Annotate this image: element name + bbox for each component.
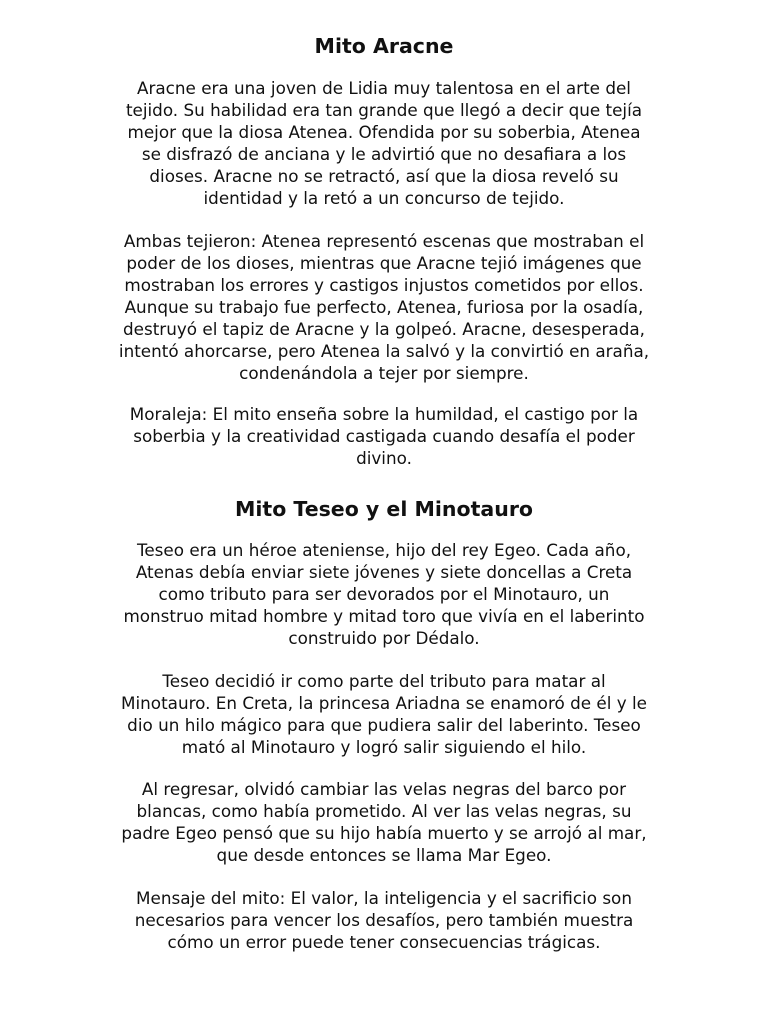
text-line: dioses. Aracne no se retractó, así que la diosa reveló su (149, 166, 619, 186)
text-line: cómo un error puede tener consecuencias trágicas. (167, 932, 601, 952)
text-line: Aunque su trabajo fue perfecto, Atenea, furiosa por la osadía, (124, 297, 644, 317)
aracne-paragraph-1 (64, 77, 704, 209)
text-line: tejido. Su habilidad era tan grande que llegó a decir que tejía (125, 100, 643, 120)
text-line: poder de los dioses, mientras que Aracne tejió imágenes que (126, 253, 642, 273)
text-line: Al regresar, olvidó cambiar las velas negras del barco por (141, 779, 627, 799)
aracne-moral-paragraph (64, 403, 704, 469)
text-line: destruyó el tapiz de Aracne y la golpeó. Aracne, desesperada, (123, 319, 645, 339)
text-line: mató al Minotauro y logró salir siguiendo el hilo. (181, 737, 587, 757)
story-title-aracne: Mito Aracne (314, 34, 454, 58)
text-line: monstruo mitad hombre y mitad toro que vivía en el laberinto (123, 606, 645, 626)
text-line: identidad y la retó a un concurso de tejido. (203, 188, 565, 208)
text-line: soberbia y la creatividad castigada cuando desafía el poder (133, 426, 635, 446)
teseo-paragraph-2 (64, 670, 704, 758)
text-line: como tributo para ser devorados por el Minotauro, un (158, 584, 610, 604)
text-line: Teseo era un héroe ateniense, hijo del rey Egeo. Cada año, (136, 540, 632, 560)
text-line: Minotauro. En Creta, la princesa Ariadna se enamoró de él y le (121, 693, 647, 713)
text-line: Atenas debía enviar siete jóvenes y siete doncellas a Creta (135, 562, 633, 582)
text-line: condenándola a tejer por siempre. (239, 363, 529, 383)
teseo-paragraph-1 (64, 539, 704, 649)
text-line: mostraban los errores y castigos injustos cometidos por ellos. (124, 275, 644, 295)
story-title-teseo: Mito Teseo y el Minotauro (234, 497, 534, 521)
teseo-message-paragraph (64, 887, 704, 953)
text-line: que desde entonces se llama Mar Egeo. (216, 845, 552, 865)
teseo-paragraph-3 (64, 778, 704, 866)
text-line: padre Egeo pensó que su hijo había muerto y se arrojó al mar, (121, 823, 647, 843)
text-line: blancas, como había prometido. Al ver las velas negras, su (136, 801, 632, 821)
text-line: Aracne era una joven de Lidia muy talentosa en el arte del (137, 78, 631, 98)
text-line: se disfrazó de anciana y le advirtió que no desafiara a los (141, 144, 627, 164)
text-line: Mensaje del mito: El valor, la inteligencia y el sacrificio son (136, 888, 632, 908)
text-line: Teseo decidió ir como parte del tributo para matar al (162, 671, 606, 691)
text-line: necesarios para vencer los desafíos, pero también muestra (134, 910, 634, 930)
aracne-paragraph-2 (64, 230, 704, 384)
text-line: construido por Dédalo. (288, 628, 480, 648)
text-line: dio un hilo mágico para que pudiera salir del laberinto. Teseo (127, 715, 641, 735)
text-line: divino. (356, 448, 412, 468)
text-line: Moraleja: El mito enseña sobre la humildad, el castigo por la (129, 404, 639, 424)
text-line: intentó ahorcarse, pero Atenea la salvó y la convirtió en araña, (118, 341, 650, 361)
text-line: Ambas tejieron: Atenea representó escenas que mostraban el (123, 231, 645, 251)
text-line: mejor que la diosa Atenea. Ofendida por su soberbia, Atenea (127, 122, 641, 142)
